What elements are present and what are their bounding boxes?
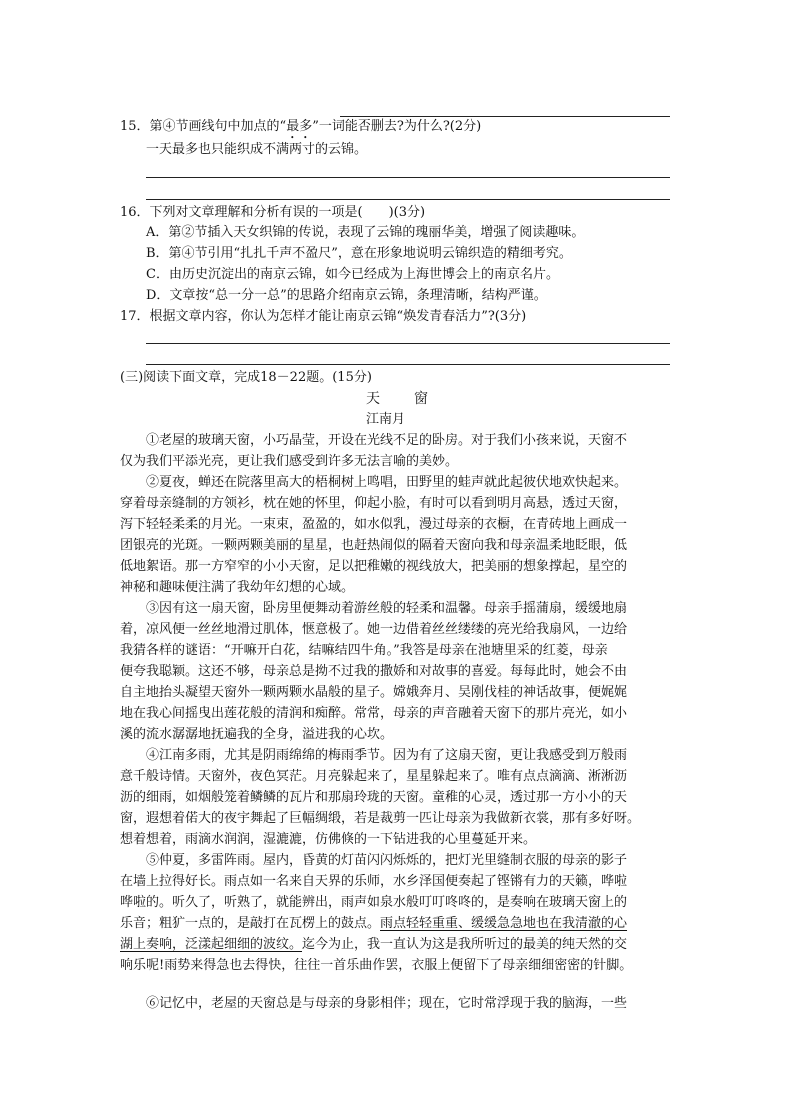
article-line: 乐音；粗犷一点的，是敲打在瓦楞上的鼓点。雨点轻轻重重、缓缓急急地也在我清澈的心 bbox=[120, 916, 628, 931]
article-line: ①老屋的玻璃天窗，小巧晶莹，开设在光线不足的卧房。对于我们小孩来说，天窗不 bbox=[146, 433, 628, 448]
article-line: ②夏夜，蝉还在院落里高大的梧桐树上鸣唱，田野里的蛙声就此起彼伏地欢快起来。 bbox=[146, 475, 628, 490]
answer-line bbox=[340, 116, 670, 117]
article-line: 想着想着，雨滴水润润，湿漉漉，仿佛倏的一下钻进我的心里蔓延开来。 bbox=[120, 832, 537, 847]
answer-line bbox=[146, 199, 670, 200]
article-line: 低地絮语。那一方窄窄的小小天窗，足以把稚嫩的视线放大，把美丽的想象撑起，星空的 bbox=[120, 559, 628, 574]
question-16-option-b: B．第④节引用“扎扎千声不盈尺”，意在形象地说明云锦织造的精细考究。 bbox=[146, 246, 572, 261]
article-line: 意千般诗情。天窗外，夜色冥茫。月亮躲起来了，星星躲起来了。唯有点点滴滴、淅淅沥 bbox=[120, 769, 628, 784]
article-line: ③因有这一扇天窗，卧房里便舞动着游丝般的轻柔和温馨。母亲手摇蒲扇，缓缓地扇 bbox=[146, 601, 628, 616]
article-line: 响乐呢!雨势来得急也去得快，往往一首乐曲作罢，衣服上便留下了母亲细细密密的针脚。 bbox=[120, 958, 633, 973]
answer-line bbox=[146, 364, 670, 365]
answer-line bbox=[146, 177, 670, 178]
question-16-option-c: C．由历史沉淀出的南京云锦，如今已经成为上海世博会上的南京名片。 bbox=[146, 267, 559, 282]
article-line: ⑥记忆中，老屋的天窗总是与母亲的身影相伴；现在，它时常浮现于我的脑海，一些 bbox=[146, 996, 628, 1011]
article-line: 溪的流水潺潺地抚遍我的全身，溢进我的心坎。 bbox=[120, 727, 394, 742]
article-line: ④江南多雨，尤其是阴雨绵绵的梅雨季节。因为有了这扇天窗，更让我感受到万般雨 bbox=[146, 748, 628, 763]
article-line: 沥的细雨，如烟般笼着鳞鳞的瓦片和那扇玲珑的天窗。童稚的心灵，透过那一方小小的天 bbox=[120, 790, 628, 805]
article-line: 窗，遐想着偌大的夜宇舞起了巨幅绸缎，若是裁剪一匹让母亲为我做新衣裳，那有多好呀。 bbox=[120, 811, 641, 826]
article-line: 着，凉风便一丝丝地滑过肌体，惬意极了。她一边借着丝丝缕缕的亮光给我扇风，一边给 bbox=[120, 622, 628, 637]
article-line: 自主地抬头凝望天窗外一颗两颗水晶般的星子。嫦娥奔月、吴刚伐桂的神话故事，便娓娓 bbox=[120, 685, 628, 700]
article-line: 地在我心间摇曳出莲花般的清润和痴醉。常常，母亲的声音融着天窗下的那片亮光，如小 bbox=[120, 706, 628, 721]
article-line: 便夸我聪颖。这还不够，母亲总是拗不过我的撒娇和对故事的喜爱。每每此时，她会不由 bbox=[120, 664, 628, 679]
article-line: ⑤仲夏，多雷阵雨。屋内，昏黄的灯苗闪闪烁烁的，把灯光里缝制衣服的母亲的影子 bbox=[146, 853, 628, 868]
question-16-option-a: A．第②节插入天女织锦的传说，表现了云锦的瑰丽华美，增强了阅读趣味。 bbox=[146, 225, 585, 240]
article-author: 江南月 bbox=[366, 412, 406, 427]
article-line: 仅为我们平添光亮，更让我们感受到许多无法言喻的美妙。 bbox=[120, 454, 459, 469]
article-line: 团银亮的光斑。一颗两颗美丽的星星，也赶热闹似的隔着天窗向我和母亲温柔地眨眼，低 bbox=[120, 538, 628, 553]
question-16-stem: 16．下列对文章理解和分析有误的一项是( )(3分) bbox=[120, 205, 426, 220]
article-title: 天 窗 bbox=[366, 391, 430, 407]
question-17-stem: 17．根据文章内容，你认为怎样才能让南京云锦“焕发青春活力”?(3分) bbox=[120, 309, 527, 324]
underlined-sentence: 雨点轻轻重重、缓缓急急地也在我清澈的心 bbox=[380, 916, 628, 931]
question-15-answer: 一天最多也只能织成不满两寸的云锦。 bbox=[146, 142, 368, 157]
article-line: 神秘和趣味便注满了我幼年幻想的心域。 bbox=[120, 580, 355, 595]
article-line: 湖上奏响，泛漾起细细的波纹。迄今为止，我一直认为这是我所听过的最美的纯天然的交 bbox=[120, 937, 628, 952]
section-heading: (三)阅读下面文章，完成18－22题。(15分) bbox=[120, 370, 372, 385]
article-line: 在墙上拉得好长。雨点如一名来自天界的乐师，水乡泽国便奏起了铿锵有力的天籁，哗啦 bbox=[120, 874, 628, 889]
article-line: 我猜各样的谜语：“开嘛开白花，结嘛结四牛角。”我答是母亲在池塘里采的红菱，母亲 bbox=[120, 643, 608, 658]
question-16-option-d: D．文章按“总一分一总”的思路介绍南京云锦，条理清晰，结构严谨。 bbox=[146, 288, 547, 303]
question-15-stem: 15．第④节画线句中加点的“最多”一词能否删去?为什么?(2分) bbox=[120, 119, 482, 134]
answer-line bbox=[146, 343, 670, 344]
article-line: 穿着母亲缝制的方领衫，枕在她的怀里，仰起小脸，有时可以看到明月高悬，透过天窗， bbox=[120, 496, 628, 511]
article-line: 泻下轻轻柔柔的月光。一束束，盈盈的，如水似乳，漫过母亲的衣橱，在青砖地上画成一 bbox=[120, 517, 628, 532]
underlined-sentence: 湖上奏响，泛漾起细细的波纹。 bbox=[120, 937, 303, 952]
marked-word: 最多 bbox=[286, 119, 313, 134]
article-line: 哗啦的。听久了，听熟了，就能辨出，雨声如泉水般叮叮咚咚的，是奏响在玻璃天窗上的 bbox=[120, 895, 628, 910]
